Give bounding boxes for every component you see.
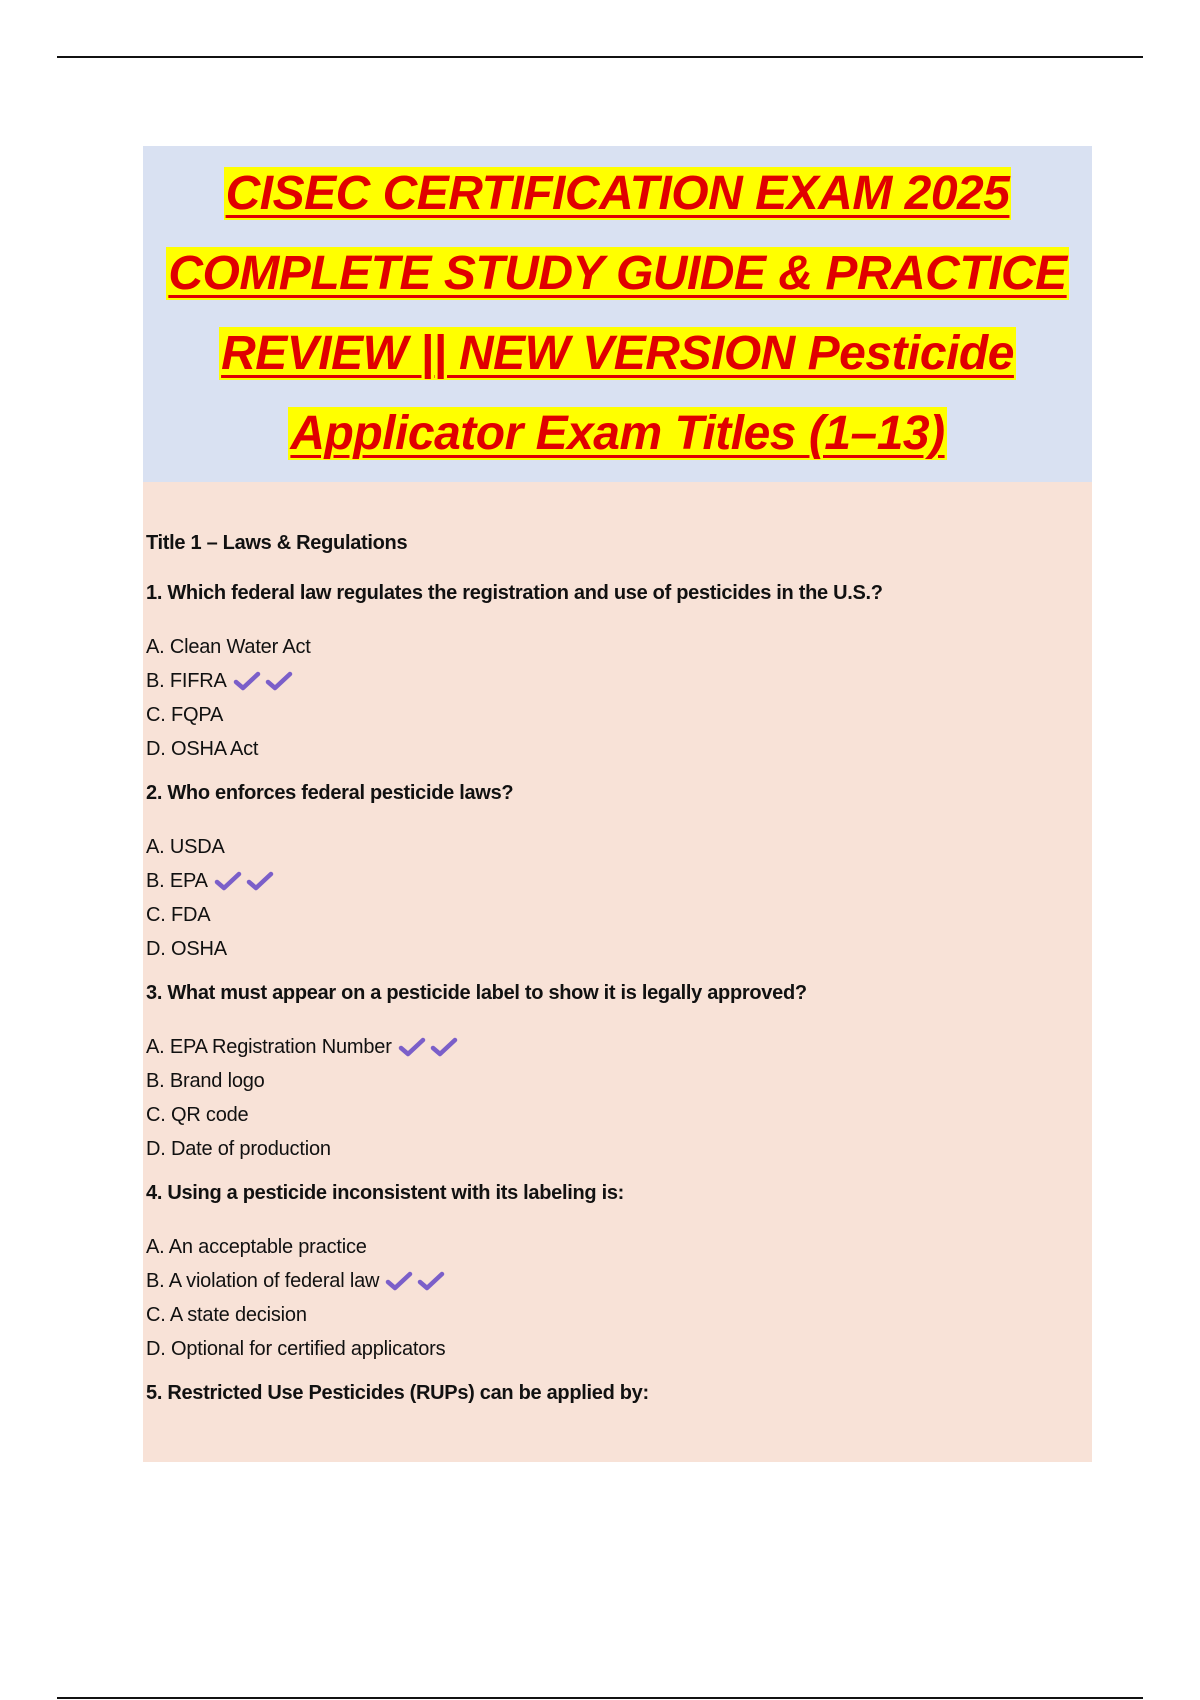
answer-option: B. Brand logo [146,1070,265,1092]
check-icon [265,670,293,692]
check-icon [398,1036,426,1058]
question-text: 3. What must appear on a pesticide label to show it is legally approved? [146,982,807,1004]
question-text: 5. Restricted Use Pesticides (RUPs) can be applied by: [146,1382,649,1404]
title-line-4: Applicator Exam Titles (1–13) [290,407,945,460]
check-icon [430,1036,458,1058]
question-text: 2. Who enforces federal pesticide laws? [146,782,514,804]
bottom-rule [57,1697,1143,1699]
answer-option: C. FDA [146,904,211,926]
answer-option-correct: B. A violation of federal law [146,1264,1086,1298]
answer-option-correct: B. EPA [146,864,1086,898]
option-list [146,630,1086,766]
answer-option: C. A state decision [146,1304,307,1326]
answer-option: A. USDA [146,836,225,858]
option-list [146,1230,1086,1366]
check-icon [417,1270,445,1292]
question-list [146,530,1086,1430]
title-line-3: REVIEW || NEW VERSION Pesticide [221,327,1014,380]
answer-option: D. Date of production [146,1138,331,1160]
answer-option: D. OSHA Act [146,738,259,760]
title-line-2: COMPLETE STUDY GUIDE & PRACTICE [168,247,1067,300]
option-list [146,830,1086,966]
check-icon [214,870,242,892]
answer-option-correct: B. FIFRA [146,664,1086,698]
answer-option: C. QR code [146,1104,249,1126]
title-banner [143,146,1092,482]
top-rule [57,56,1143,58]
answer-option: A. An acceptable practice [146,1236,367,1258]
check-icon [385,1270,413,1292]
answer-option: D. OSHA [146,938,227,960]
title-line-1: CISEC CERTIFICATION EXAM 2025 [225,167,1010,220]
answer-option: D. Optional for certified applicators [146,1338,446,1360]
answer-option: C. FQPA [146,704,224,726]
question-text: 4. Using a pesticide inconsistent with its labeling is: [146,1182,625,1204]
check-icon [233,670,261,692]
section-title: Title 1 – Laws & Regulations [146,532,408,554]
answer-option-correct: A. EPA Registration Number [146,1030,1086,1064]
option-list [146,1030,1086,1166]
answer-option: A. Clean Water Act [146,636,311,658]
question-text: 1. Which federal law regulates the registration and use of pesticides in the U.S.? [146,582,883,604]
content-panel [143,482,1092,1462]
check-icon [246,870,274,892]
